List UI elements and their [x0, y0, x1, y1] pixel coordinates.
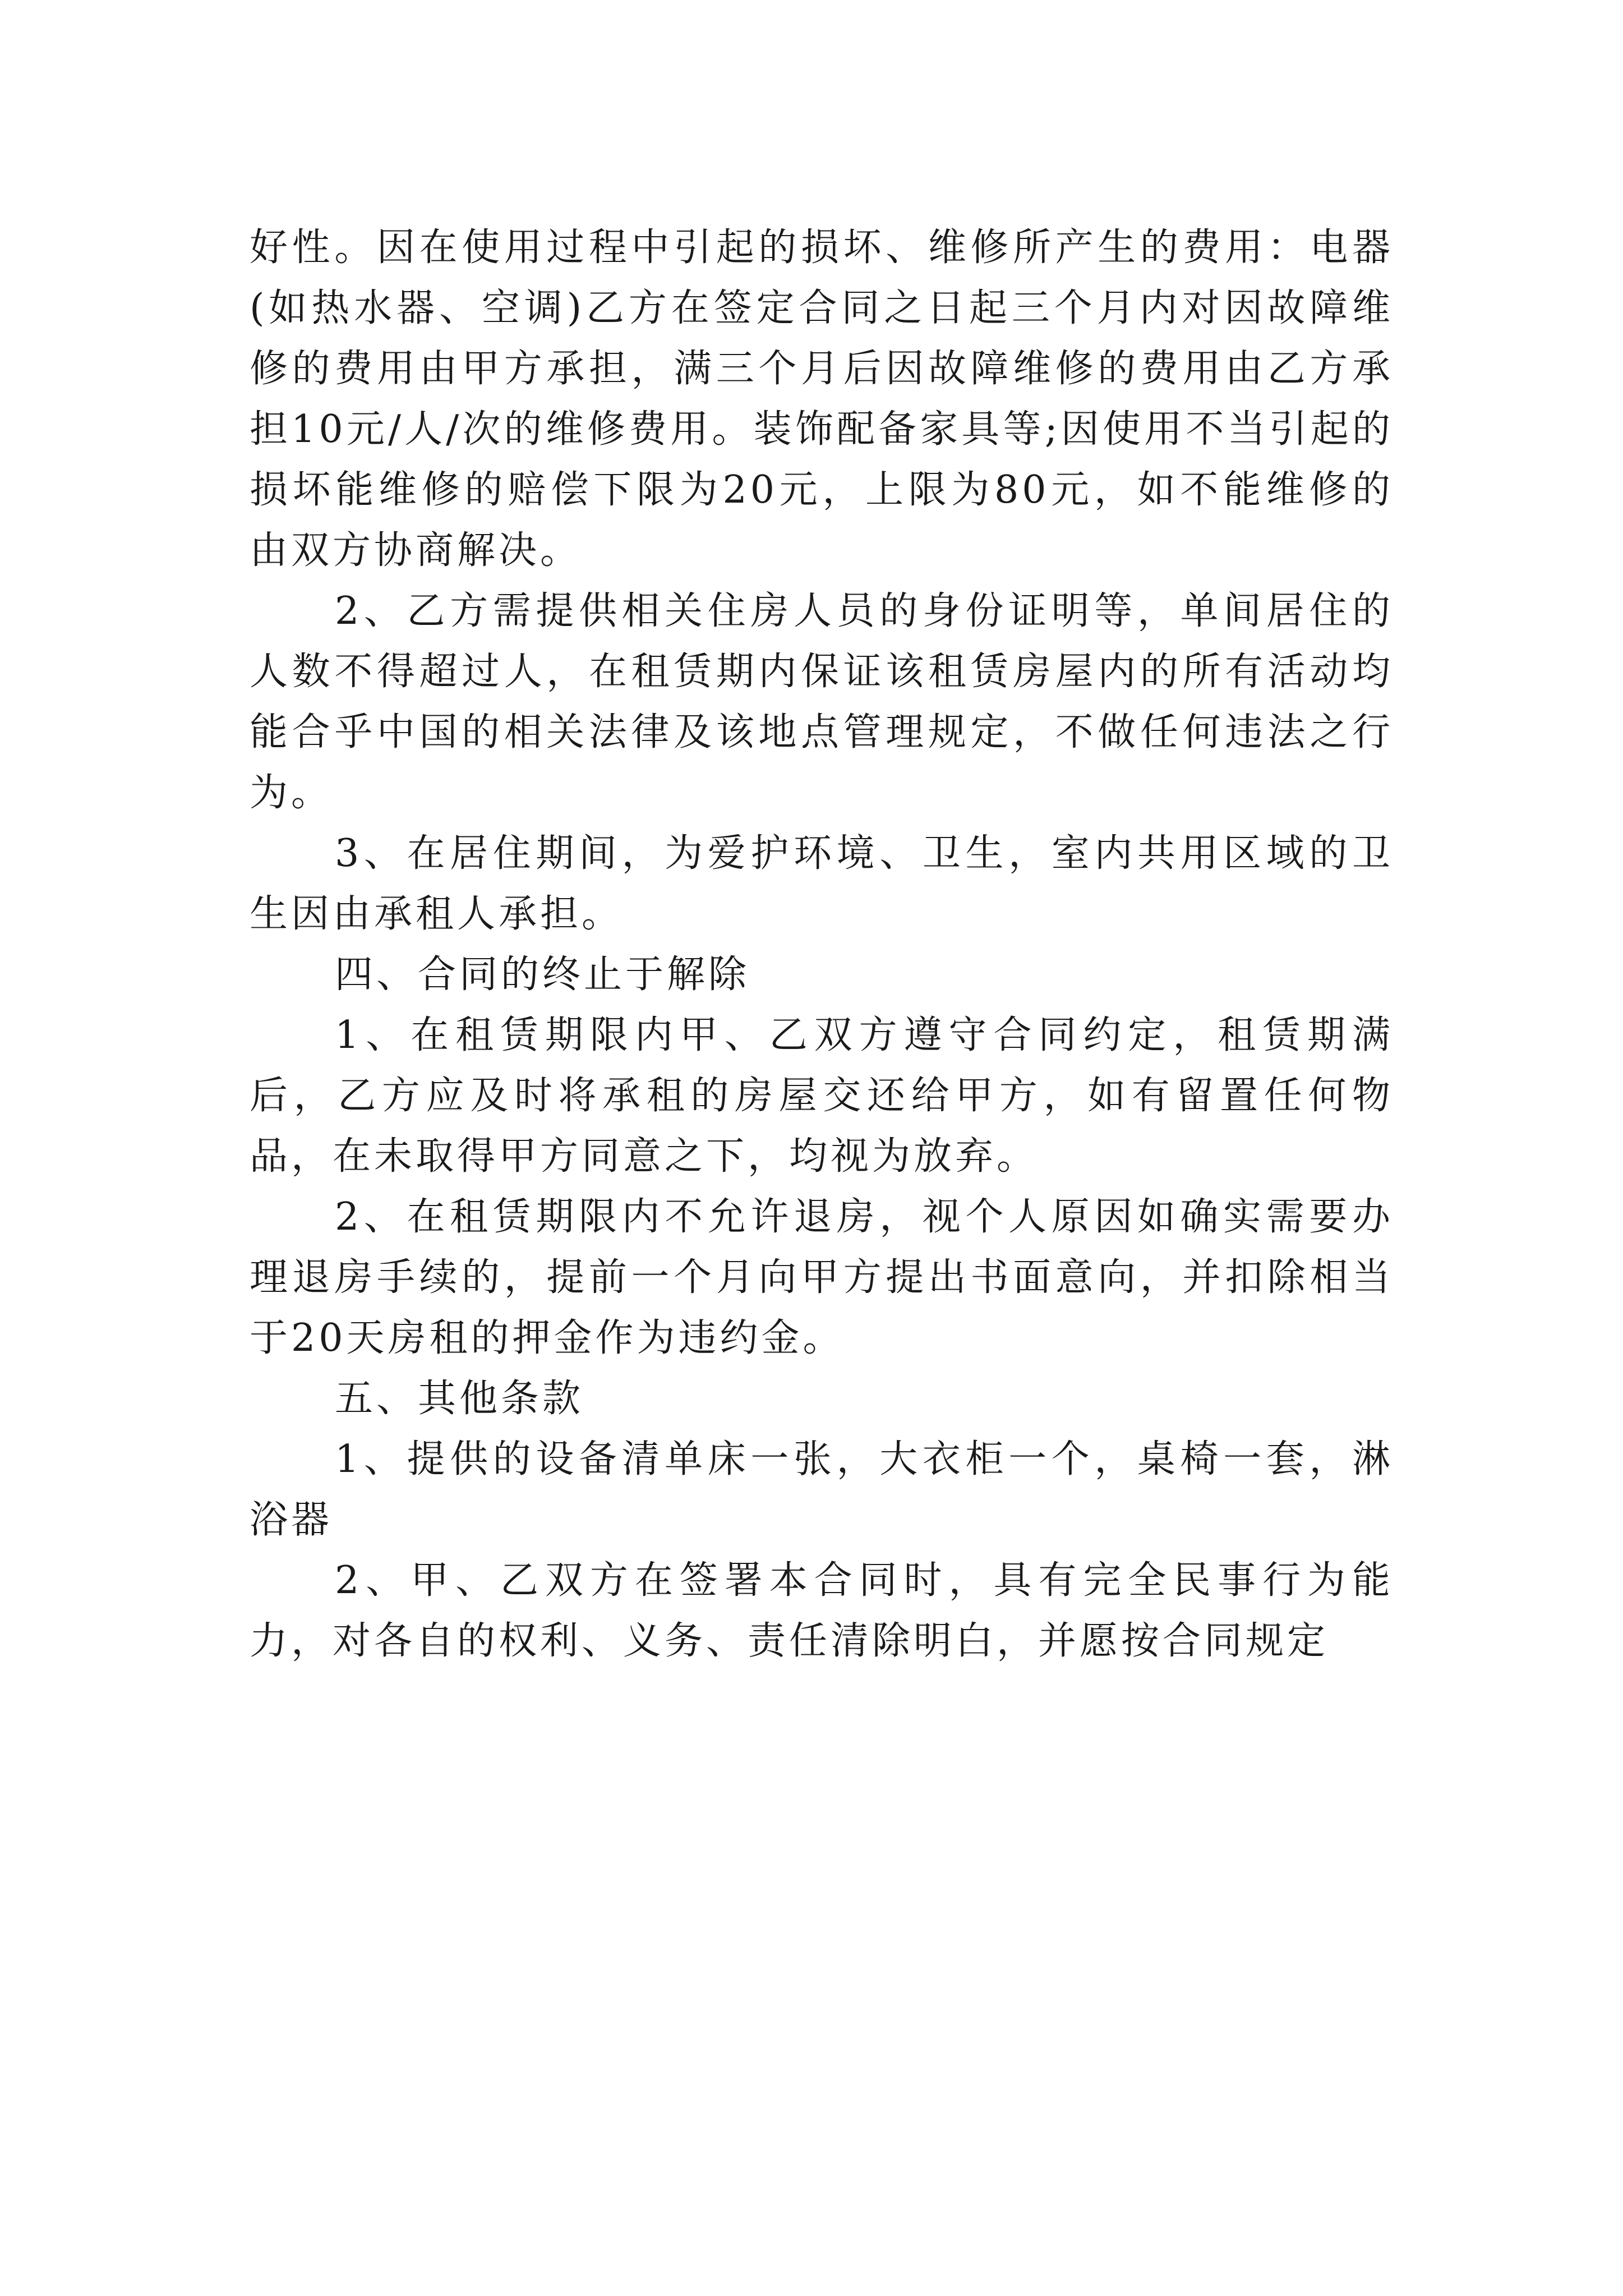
paragraph-other-2: 2、甲、乙双方在签署本合同时，具有完全民事行为能力，对各自的权利、义务、责任清除明白，并愿按合同规定 — [250, 1558, 1394, 1663]
section-heading-other-terms: 五、其他条款 — [335, 1377, 584, 1421]
paragraph-clause-3: 3、在居住期间，为爱护环境、卫生，室内共用区域的卫生因由承租人承担。 — [250, 831, 1394, 936]
section-heading-termination: 四、合同的终止于解除 — [335, 953, 750, 997]
paragraph-other-1: 1、提供的设备清单床一张，大衣柜一个，桌椅一套，淋浴器 — [250, 1437, 1394, 1542]
paragraph-continuation: 好性。因在使用过程中引起的损坏、维修所产生的费用：电器(如热水器、空调)乙方在签定合同之日起三个月内对因故障维修的费用由甲方承担，满三个月后因故障维修的费用由乙方承担10元/人/次的维修费用。装饰配备家具等;因使用不当引起的损坏能维修的赔偿下限为20元，上限为80元，如不能维修的由双方协商解决。 — [250, 226, 1394, 573]
paragraph-termination-1: 1、在租赁期限内甲、乙双方遵守合同约定，租赁期满后，乙方应及时将承租的房屋交还给甲方，如有留置任何物品，在未取得甲方同意之下，均视为放弃。 — [250, 1013, 1394, 1179]
paragraph-termination-2: 2、在租赁期限内不允许退房，视个人原因如确实需要办理退房手续的，提前一个月向甲方提出书面意向，并扣除相当于20天房租的押金作为违约金。 — [250, 1195, 1394, 1360]
paragraph-clause-2: 2、乙方需提供相关住房人员的身份证明等，单间居住的人数不得超过人，在租赁期内保证该租赁房屋内的所有活动均能合乎中国的相关法律及该地点管理规定，不做任何违法之行为。 — [250, 589, 1394, 815]
document-body — [250, 218, 1394, 1672]
